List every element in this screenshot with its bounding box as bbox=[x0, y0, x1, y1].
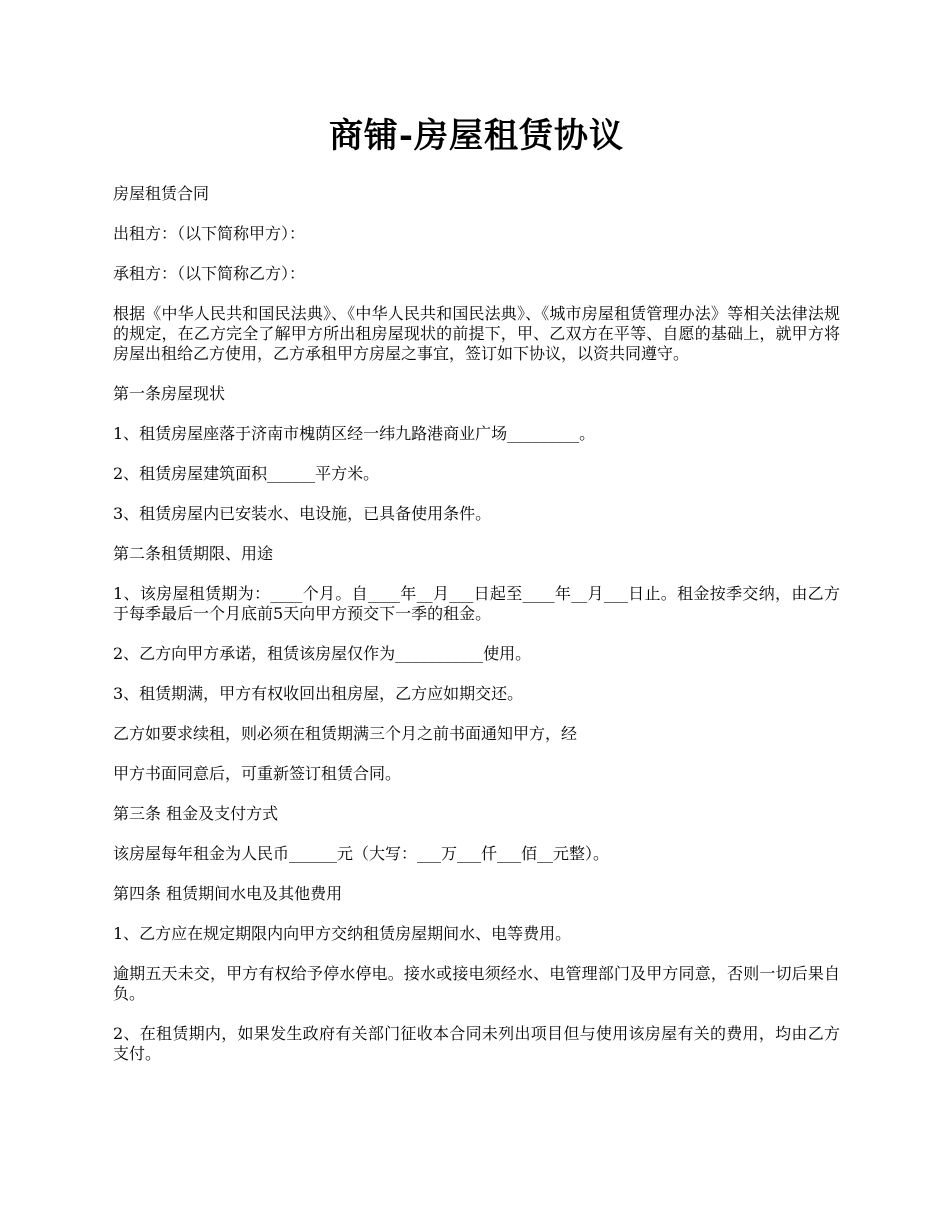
document-title: 商铺-房屋租赁协议 bbox=[328, 116, 625, 156]
paragraph-lessee: 承租方：（以下简称乙方）： bbox=[113, 264, 306, 283]
paragraph-renewal-2: 甲方书面同意后，可重新签订租赁合同。 bbox=[113, 764, 402, 783]
paragraph-fees: 1、乙方应在规定期限内向甲方交纳租赁房屋期间水、电等费用。 bbox=[113, 924, 572, 943]
paragraph-usage: 2、乙方向甲方承诺，租赁该房屋仅作为___________使用。 bbox=[113, 644, 532, 663]
paragraph-expiry: 3、租赁期满，甲方有权收回出租房屋，乙方应如期交还。 bbox=[113, 684, 524, 703]
section-heading-3: 第三条 租金及支付方式 bbox=[113, 804, 279, 823]
section-heading-4: 第四条 租赁期间水电及其他费用 bbox=[113, 884, 343, 903]
paragraph-preamble: 根据《中华人民共和国民法典》、《中华人民共和国民法典》、《城市房屋租赁管理办法》等相关法律法规的规定，在乙方完全了解甲方所出租房屋现状的前提下，甲、乙双方在平等、自愿的基础上，就甲方将房屋出租给乙方使用，乙方承租甲方房屋之事宜，签订如下协议，以资共同遵守。 bbox=[113, 304, 840, 363]
section-heading-2: 第二条租赁期限、用途 bbox=[113, 544, 274, 563]
paragraph-utilities-installed: 3、租赁房屋内已安装水、电设施，已具备使用条件。 bbox=[113, 504, 492, 523]
paragraph-term: 1、该房屋租赁期为：____个月。自____年__月___日起至____年__月___日止。租金按季交纳，由乙方于每季最后一个月底前5天向甲方预交下一季的租金。 bbox=[113, 584, 840, 623]
document-page bbox=[113, 110, 840, 1084]
paragraph-other-fees: 2、在租赁期内，如果发生政府有关部门征收本合同未列出项目但与使用该房屋有关的费用，均由乙方支付。 bbox=[113, 1024, 840, 1063]
section-heading-1: 第一条房屋现状 bbox=[113, 384, 226, 403]
paragraph-area: 2、租赁房屋建筑面积______平方米。 bbox=[113, 464, 380, 483]
paragraph-renewal-1: 乙方如要求续租，则必须在租赁期满三个月之前书面通知甲方，经 bbox=[113, 724, 578, 743]
paragraph-rent: 该房屋每年租金为人民币______元（大写：___万___仟___佰__元整）。 bbox=[113, 844, 610, 863]
paragraph-location: 1、租赁房屋座落于济南市槐荫区经一纬九路港商业广场_________。 bbox=[113, 424, 596, 443]
paragraph-contract-name: 房屋租赁合同 bbox=[113, 184, 210, 203]
paragraph-lessor: 出租方：（以下简称甲方）： bbox=[113, 224, 306, 243]
paragraph-overdue: 逾期五天未交，甲方有权给予停水停电。接水或接电须经水、电管理部门及甲方同意，否则一切后果自负。 bbox=[113, 964, 840, 1003]
